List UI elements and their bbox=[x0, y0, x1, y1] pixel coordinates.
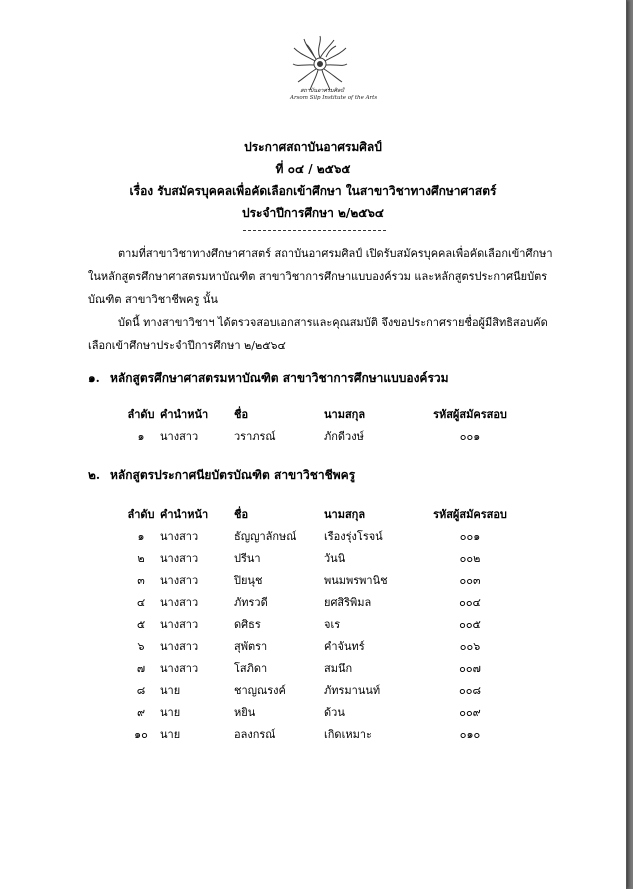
cell-first-name: หยิน bbox=[234, 706, 256, 719]
cell-last-name: เรืองรุ่งโรจน์ bbox=[324, 530, 383, 543]
cell-no: ๒ bbox=[137, 552, 145, 565]
institute-logo-icon bbox=[292, 34, 348, 92]
table-header bbox=[0, 405, 626, 425]
cell-prefix: นางสาว bbox=[160, 640, 199, 653]
intro-paragraph bbox=[88, 242, 563, 311]
cell-no: ๘ bbox=[136, 684, 146, 697]
cell-last-name: พนมพรพานิช bbox=[324, 574, 388, 587]
cell-last-name: ยศสิริพิมล bbox=[324, 596, 372, 609]
cell-last-name: จเร bbox=[324, 618, 341, 631]
cell-no: ๑๐ bbox=[134, 728, 148, 741]
cell-last-name: เกิดเหมาะ bbox=[324, 728, 372, 741]
section-2-heading bbox=[88, 466, 355, 485]
table-row bbox=[0, 593, 626, 613]
announcement-title: ประกาศสถาบันอาศรมศิลป์ bbox=[244, 140, 382, 154]
cell-applicant-code: ๐๑๐ bbox=[459, 728, 481, 741]
table-row bbox=[0, 549, 626, 569]
section-title: หลักสูตรศึกษาศาสตรมหาบัณฑิต สาขาวิชาการศึกษาแบบองค์รวม bbox=[110, 371, 449, 385]
cell-last-name: คำจันทร์ bbox=[324, 640, 365, 653]
announcement-subject: เรื่อง รับสมัครบุคคลเพื่อคัดเลือกเข้าศึกษา ในสาขาวิชาทางศึกษาศาสตร์ bbox=[129, 184, 497, 198]
cell-first-name: วราภรณ์ bbox=[234, 430, 276, 443]
table-row bbox=[0, 527, 626, 547]
col-last-name: นามสกุล bbox=[324, 408, 366, 421]
cell-no: ๔ bbox=[136, 596, 146, 609]
cell-applicant-code: ๐๐๒ bbox=[459, 552, 481, 565]
divider bbox=[243, 230, 386, 231]
cell-last-name: วันนิ bbox=[324, 552, 346, 565]
section-number: ๒. bbox=[88, 468, 101, 482]
notice-paragraph bbox=[88, 311, 563, 357]
cell-first-name: ปรีนา bbox=[234, 552, 261, 565]
cell-applicant-code: ๐๐๑ bbox=[459, 430, 481, 443]
col-first-name: ชื่อ bbox=[234, 508, 249, 521]
announcement-number: ที่ ๐๔ / ๒๕๖๕ bbox=[275, 162, 351, 176]
col-prefix: คำนำหน้า bbox=[160, 508, 209, 521]
cell-last-name: ภัทรมานนท์ bbox=[324, 684, 381, 697]
cell-first-name: ธัญญาลักษณ์ bbox=[234, 530, 297, 543]
cell-prefix: นางสาว bbox=[160, 596, 199, 609]
table-row bbox=[0, 725, 626, 745]
cell-prefix: นางสาว bbox=[160, 430, 199, 443]
table-header bbox=[0, 505, 626, 525]
cell-no: ๖ bbox=[137, 640, 145, 653]
cell-no: ๕ bbox=[136, 618, 146, 631]
cell-applicant-code: ๐๐๑ bbox=[459, 530, 481, 543]
cell-applicant-code: ๐๐๔ bbox=[459, 596, 481, 609]
cell-prefix: นางสาว bbox=[160, 574, 199, 587]
section-number: ๑. bbox=[88, 371, 100, 385]
section-title: หลักสูตรประกาศนียบัตรบัณฑิต สาขาวิชาชีพครู bbox=[110, 468, 356, 482]
logo-caption bbox=[290, 88, 378, 102]
cell-prefix: นางสาว bbox=[160, 552, 199, 565]
table-row bbox=[0, 637, 626, 657]
section-1-heading bbox=[88, 369, 449, 388]
cell-applicant-code: ๐๐๓ bbox=[459, 574, 481, 587]
cell-prefix: นางสาว bbox=[160, 618, 199, 631]
cell-applicant-code: ๐๐๘ bbox=[459, 684, 481, 697]
cell-last-name: ภักดีวงษ์ bbox=[324, 430, 364, 443]
table-row bbox=[0, 615, 626, 635]
cell-first-name: ปิยนุช bbox=[234, 574, 263, 587]
col-first-name: ชื่อ bbox=[234, 408, 249, 421]
cell-applicant-code: ๐๐๙ bbox=[459, 706, 481, 719]
table-row bbox=[0, 659, 626, 679]
cell-no: ๑ bbox=[137, 530, 145, 543]
cell-first-name: ภัทรวดี bbox=[234, 596, 268, 609]
table-row bbox=[0, 681, 626, 701]
cell-prefix: นาย bbox=[160, 706, 181, 719]
cell-first-name: ดศิธร bbox=[234, 618, 261, 631]
table-row bbox=[0, 703, 626, 723]
notice-text: บัดนี้ ทางสาขาวิชาฯ ได้ตรวจสอบเอกสารและคุณสมบัติ จึงขอประกาศรายชื่อผู้มีสิทธิสอบคัดเลือกเข้าศึกษาประจำปีการศึกษา ๒/๒๕๖๔ bbox=[88, 316, 548, 352]
academic-year: ประจำปีการศึกษา ๒/๒๕๖๔ bbox=[241, 206, 385, 220]
logo-caption-thai: สถาบันอาศรมศิลป์ bbox=[300, 88, 344, 94]
cell-no: ๓ bbox=[137, 574, 145, 587]
cell-no: ๙ bbox=[136, 706, 146, 719]
col-applicant-code: รหัสผู้สมัครสอบ bbox=[433, 508, 507, 521]
cell-prefix: นางสาว bbox=[160, 530, 199, 543]
col-applicant-code: รหัสผู้สมัครสอบ bbox=[433, 408, 507, 421]
cell-applicant-code: ๐๐๗ bbox=[459, 662, 481, 675]
cell-prefix: นาย bbox=[160, 684, 181, 697]
cell-last-name: สมนึก bbox=[324, 662, 353, 675]
cell-no: ๑ bbox=[137, 430, 145, 443]
cell-first-name: ชาญณรงค์ bbox=[234, 684, 286, 697]
col-no: ลำดับ bbox=[127, 408, 155, 421]
cell-no: ๗ bbox=[136, 662, 146, 675]
table-row bbox=[0, 571, 626, 591]
cell-prefix: นาย bbox=[160, 728, 181, 741]
cell-applicant-code: ๐๐๕ bbox=[459, 618, 481, 631]
intro-text: ตามที่สาขาวิชาทางศึกษาศาสตร์ สถาบันอาศรมศิลป์ เปิดรับสมัครบุคคลเพื่อคัดเลือกเข้าศึกษาในหลักสูตรศึกษาศาสตรมหาบัณฑิต สาขาวิชาการศึกษาแบบองค์รวม และหลักสูตรประกาศนียบัตรบัณฑิต สาขาวิชาชีพครู นั้น bbox=[88, 247, 553, 306]
logo-caption-english: Arsom Silp Institute of the Arts bbox=[290, 95, 378, 101]
table-row bbox=[0, 427, 626, 447]
cell-first-name: อลงกรณ์ bbox=[234, 728, 276, 741]
col-no: ลำดับ bbox=[127, 508, 155, 521]
col-last-name: นามสกุล bbox=[324, 508, 366, 521]
cell-prefix: นางสาว bbox=[160, 662, 199, 675]
col-prefix: คำนำหน้า bbox=[160, 408, 209, 421]
cell-first-name: โสภิดา bbox=[234, 662, 268, 675]
cell-applicant-code: ๐๐๖ bbox=[459, 640, 481, 653]
cell-last-name: ด้วน bbox=[324, 706, 345, 719]
cell-first-name: สุพัตรา bbox=[234, 640, 268, 653]
